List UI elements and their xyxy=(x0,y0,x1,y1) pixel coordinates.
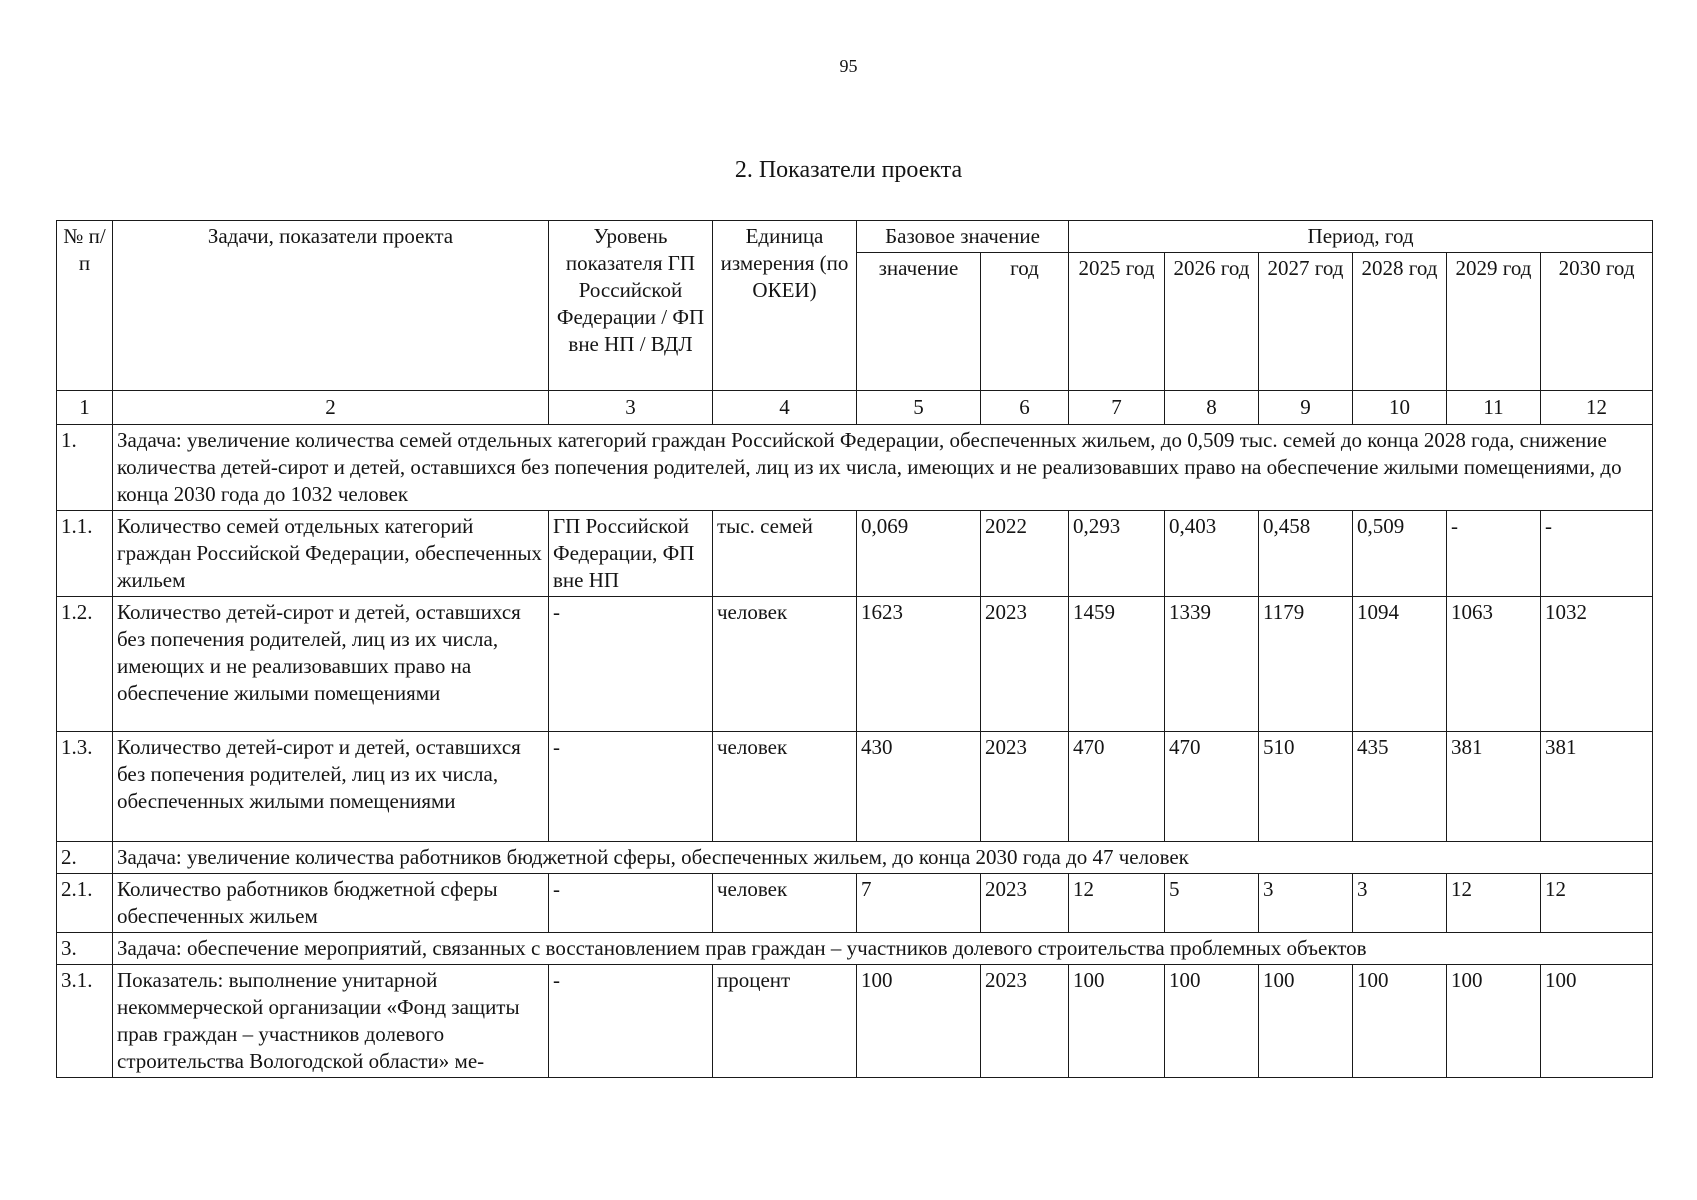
base-year: 2023 xyxy=(981,732,1069,842)
base-year: 2023 xyxy=(981,965,1069,1078)
task-row xyxy=(57,933,1653,965)
task-num: 2. xyxy=(57,842,113,874)
value-2028: 1094 xyxy=(1353,597,1447,732)
indicator-row xyxy=(57,965,1653,1078)
column-number: 2 xyxy=(113,391,549,425)
indicator-level: ГП Российской Федерации, ФП вне НП xyxy=(549,511,713,597)
value-2025: 1459 xyxy=(1069,597,1165,732)
column-number: 9 xyxy=(1259,391,1353,425)
value-2025: 12 xyxy=(1069,874,1165,933)
base-year: 2023 xyxy=(981,874,1069,933)
header-year-2027: 2027 год xyxy=(1259,253,1353,391)
task-text: Задача: увеличение количества работников бюджетной сферы, обеспеченных жильем, до конца 2030 года до 47 человек xyxy=(113,842,1653,874)
value-2028: 3 xyxy=(1353,874,1447,933)
column-number: 12 xyxy=(1541,391,1653,425)
row-num: 1.1. xyxy=(57,511,113,597)
header-year-2028: 2028 год xyxy=(1353,253,1447,391)
value-2029: 12 xyxy=(1447,874,1541,933)
page-number: 95 xyxy=(839,56,858,76)
base-value: 0,069 xyxy=(857,511,981,597)
value-2030: 381 xyxy=(1541,732,1653,842)
indicators-table xyxy=(56,220,1653,1078)
base-year: 2022 xyxy=(981,511,1069,597)
row-num: 1.3. xyxy=(57,732,113,842)
value-2028: 0,509 xyxy=(1353,511,1447,597)
header-row xyxy=(57,221,1653,253)
task-num: 1. xyxy=(57,425,113,511)
indicator-name: Количество детей-сирот и детей, оставшихся без попечения родителей, лиц из их числа, имеющих и не реализовавших право на обеспечение жилыми помещениями xyxy=(113,597,549,732)
indicator-unit: процент xyxy=(713,965,857,1078)
header-unit: Единица измерения (по ОКЕИ) xyxy=(713,221,857,391)
column-number: 7 xyxy=(1069,391,1165,425)
column-number: 11 xyxy=(1447,391,1541,425)
header-year-2025: 2025 год xyxy=(1069,253,1165,391)
indicator-row xyxy=(57,597,1653,732)
indicator-unit: тыс. семей xyxy=(713,511,857,597)
value-2026: 0,403 xyxy=(1165,511,1259,597)
value-2025: 100 xyxy=(1069,965,1165,1078)
indicator-unit: человек xyxy=(713,732,857,842)
value-2030: 1032 xyxy=(1541,597,1653,732)
base-value: 1623 xyxy=(857,597,981,732)
value-2029: 1063 xyxy=(1447,597,1541,732)
column-number: 4 xyxy=(713,391,857,425)
value-2027: 3 xyxy=(1259,874,1353,933)
column-number-row xyxy=(57,391,1653,425)
value-2030: 12 xyxy=(1541,874,1653,933)
value-2026: 470 xyxy=(1165,732,1259,842)
header-year-2030: 2030 год xyxy=(1541,253,1653,391)
indicator-name: Показатель: выполнение унитарной некоммерческой организации «Фонд защиты прав граждан – участников долевого строительства Вологодской области» ме- xyxy=(113,965,549,1078)
indicator-row xyxy=(57,511,1653,597)
value-2026: 1339 xyxy=(1165,597,1259,732)
indicator-unit: человек xyxy=(713,874,857,933)
value-2029: 100 xyxy=(1447,965,1541,1078)
header-num: № п/п xyxy=(57,221,113,391)
header-year-2029: 2029 год xyxy=(1447,253,1541,391)
indicator-name: Количество работников бюджетной сферы обеспеченных жильем xyxy=(113,874,549,933)
value-2027: 510 xyxy=(1259,732,1353,842)
base-value: 430 xyxy=(857,732,981,842)
value-2025: 470 xyxy=(1069,732,1165,842)
column-number: 8 xyxy=(1165,391,1259,425)
value-2028: 100 xyxy=(1353,965,1447,1078)
task-row xyxy=(57,842,1653,874)
header-year-2026: 2026 год xyxy=(1165,253,1259,391)
header-base: Базовое значение xyxy=(857,221,1069,253)
task-text: Задача: увеличение количества семей отдельных категорий граждан Российской Федерации, обеспеченных жильем, до 0,509 тыс. семей до конца 2028 года, снижение количества детей-сирот и детей, оставшихся без попечения родителей, лиц из их числа, имеющих и не реализовавших право на обеспечение жилыми помещениями, до конца 2030 года до 1032 человек xyxy=(113,425,1653,511)
value-2026: 100 xyxy=(1165,965,1259,1078)
indicator-name: Количество семей отдельных категорий граждан Российской Федерации, обеспеченных жильем xyxy=(113,511,549,597)
value-2028: 435 xyxy=(1353,732,1447,842)
value-2030: 100 xyxy=(1541,965,1653,1078)
task-text: Задача: обеспечение мероприятий, связанных с восстановлением прав граждан – участников долевого строительства проблемных объектов xyxy=(113,933,1653,965)
indicator-level: - xyxy=(549,732,713,842)
column-number: 6 xyxy=(981,391,1069,425)
indicator-level: - xyxy=(549,597,713,732)
header-level: Уровень показателя ГП Российской Федерации / ФП вне НП / ВДЛ xyxy=(549,221,713,391)
indicator-row xyxy=(57,874,1653,933)
indicator-level: - xyxy=(549,965,713,1078)
indicator-name: Количество детей-сирот и детей, оставшихся без попечения родителей, лиц из их числа, обеспеченных жилыми помещениями xyxy=(113,732,549,842)
value-2029: 381 xyxy=(1447,732,1541,842)
value-2030: - xyxy=(1541,511,1653,597)
value-2027: 0,458 xyxy=(1259,511,1353,597)
row-num: 1.2. xyxy=(57,597,113,732)
task-num: 3. xyxy=(57,933,113,965)
indicator-unit: человек xyxy=(713,597,857,732)
value-2027: 100 xyxy=(1259,965,1353,1078)
indicator-row xyxy=(57,732,1653,842)
row-num: 2.1. xyxy=(57,874,113,933)
value-2027: 1179 xyxy=(1259,597,1353,732)
header-base-value: значение xyxy=(857,253,981,391)
value-2029: - xyxy=(1447,511,1541,597)
value-2025: 0,293 xyxy=(1069,511,1165,597)
header-period: Период, год xyxy=(1069,221,1653,253)
document-title: 2. Показатели проекта xyxy=(734,157,963,183)
task-row xyxy=(57,425,1653,511)
column-number: 5 xyxy=(857,391,981,425)
header-base-year: год xyxy=(981,253,1069,391)
row-num: 3.1. xyxy=(57,965,113,1078)
indicator-level: - xyxy=(549,874,713,933)
base-value: 7 xyxy=(857,874,981,933)
column-number: 10 xyxy=(1353,391,1447,425)
value-2026: 5 xyxy=(1165,874,1259,933)
base-value: 100 xyxy=(857,965,981,1078)
column-number: 3 xyxy=(549,391,713,425)
base-year: 2023 xyxy=(981,597,1069,732)
column-number: 1 xyxy=(57,391,113,425)
header-tasks: Задачи, показатели проекта xyxy=(113,221,549,391)
